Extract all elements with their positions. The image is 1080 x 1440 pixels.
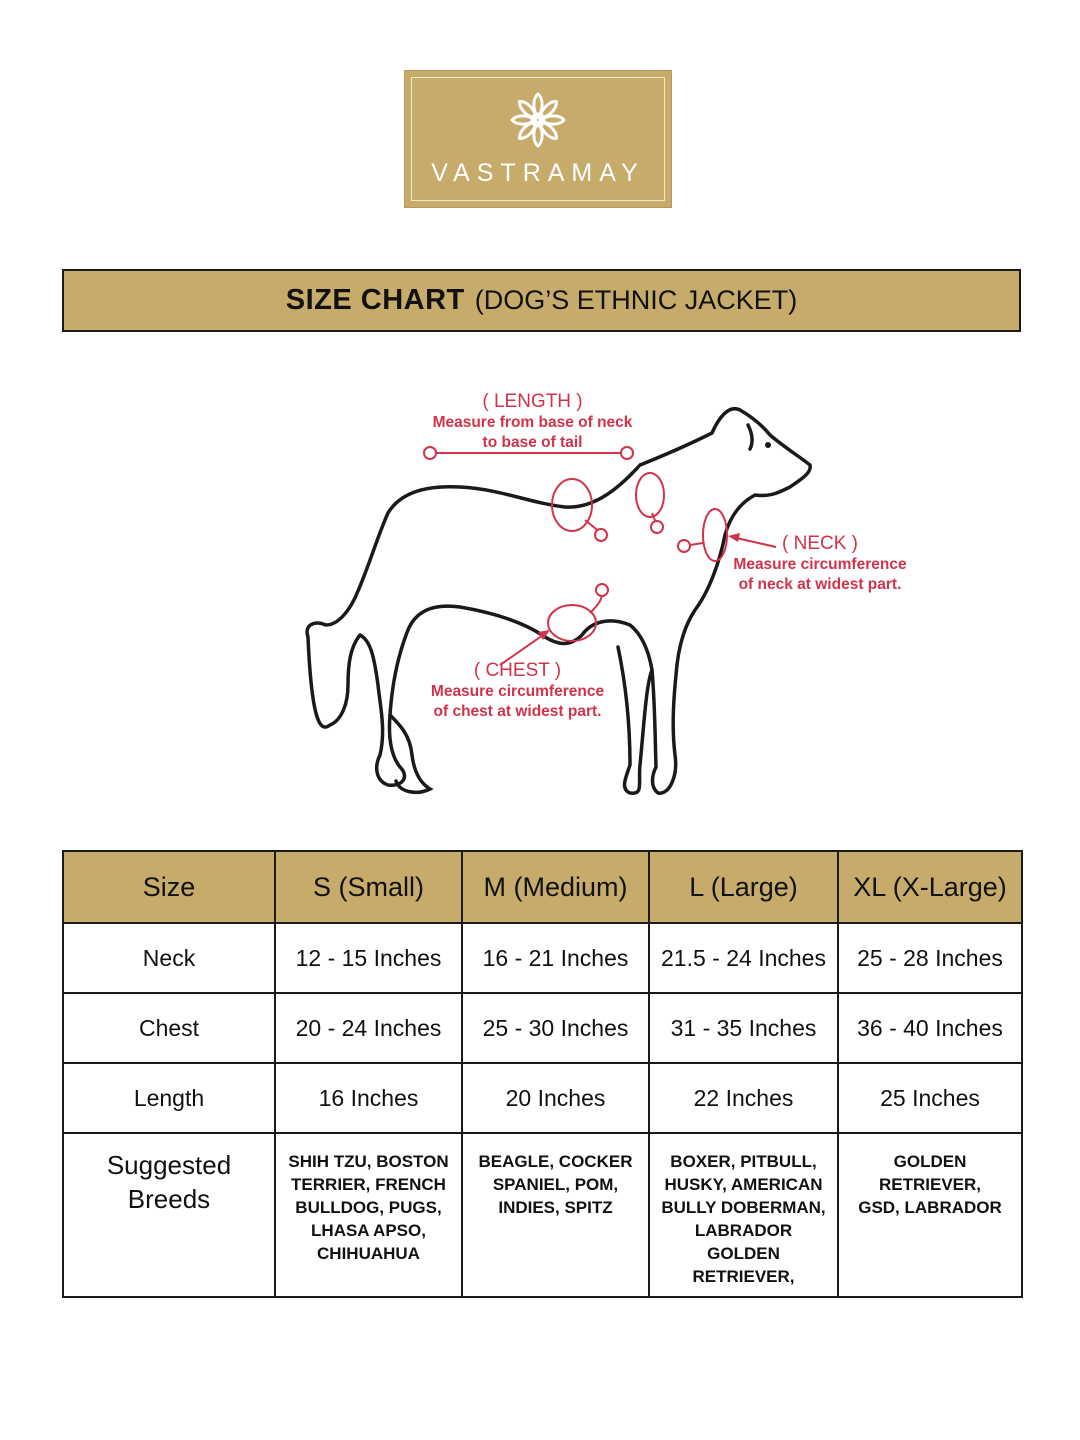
neck-line2: of neck at widest part.: [738, 576, 902, 593]
breed-line: LABRADOR: [694, 1221, 793, 1240]
breed-line: SHIH TZU, BOSTON: [288, 1152, 449, 1171]
table-cell: 31 - 35 Inches: [649, 993, 838, 1063]
breed-line: BULLY DOBERMAN,: [661, 1198, 826, 1217]
breed-cell-small: [275, 1133, 462, 1297]
length-line2: to base of tail: [482, 434, 583, 451]
length-heading: ( LENGTH ): [482, 391, 583, 412]
dog-measurement-diagram: [300, 385, 940, 805]
chest-heading: ( CHEST ): [473, 660, 562, 681]
row-label: [63, 1133, 275, 1297]
chest-annotation: [410, 660, 625, 722]
breed-line: TERRIER, FRENCH: [291, 1175, 446, 1194]
length-annotation: [410, 391, 655, 453]
table-row-length: [63, 1063, 1022, 1133]
length-line1: Measure from base of neck: [432, 414, 633, 431]
dog-silhouette: [307, 409, 810, 793]
breeds-label: [64, 1134, 274, 1216]
breed-line: RETRIEVER,: [692, 1267, 795, 1286]
table-cell: 16 Inches: [275, 1063, 462, 1133]
table-cell: 25 Inches: [838, 1063, 1022, 1133]
size-table: [62, 850, 1023, 1298]
breeds-label-line2: Breeds: [127, 1184, 211, 1214]
breed-line: INDIES, SPITZ: [498, 1198, 613, 1217]
mandala-icon: [505, 89, 571, 151]
breed-line: CHIHUAHUA: [317, 1244, 420, 1263]
breed-line: GOLDEN: [707, 1244, 780, 1263]
table-row-breeds: [63, 1133, 1022, 1297]
row-label: Length: [63, 1063, 275, 1133]
header-medium: M (Medium): [462, 851, 649, 923]
banner-title: SIZE CHART: [285, 284, 465, 316]
breed-list: [276, 1134, 461, 1265]
row-label: Neck: [63, 923, 275, 993]
breed-cell-medium: [462, 1133, 649, 1297]
size-chart-banner: [62, 269, 1021, 332]
table-cell: 21.5 - 24 Inches: [649, 923, 838, 993]
brand-logo: [404, 70, 672, 208]
breed-cell-large: [649, 1133, 838, 1297]
neck-annotation: [720, 533, 920, 595]
breed-line: LHASA APSO,: [311, 1221, 426, 1240]
table-cell: 36 - 40 Inches: [838, 993, 1022, 1063]
breed-line: BOXER, PITBULL,: [670, 1152, 817, 1171]
breed-line: SPANIEL, POM,: [492, 1175, 619, 1194]
breed-line: RETRIEVER,: [878, 1175, 982, 1194]
breed-list: [839, 1134, 1021, 1219]
breed-line: BEAGLE, COCKER: [478, 1152, 633, 1171]
table-row-chest: [63, 993, 1022, 1063]
breed-line: HUSKY, AMERICAN: [664, 1175, 823, 1194]
table-cell: 20 - 24 Inches: [275, 993, 462, 1063]
breed-line: GOLDEN: [893, 1152, 967, 1171]
header-xlarge: XL (X-Large): [838, 851, 1022, 923]
neck-line1: Measure circumference: [733, 556, 907, 573]
row-label: Chest: [63, 993, 275, 1063]
dog-eye: [765, 442, 771, 448]
breed-list: [650, 1134, 837, 1288]
table-cell: 12 - 15 Inches: [275, 923, 462, 993]
table-cell: 22 Inches: [649, 1063, 838, 1133]
banner-subtitle: (DOG’S ETHNIC JACKET): [474, 285, 798, 315]
neck-heading: ( NECK ): [782, 533, 858, 554]
table-cell: 20 Inches: [462, 1063, 649, 1133]
breed-cell-xlarge: [838, 1133, 1022, 1297]
breeds-label-line1: Suggested: [106, 1150, 232, 1180]
breed-line: BULLDOG, PUGS,: [295, 1198, 442, 1217]
table-row-neck: [63, 923, 1022, 993]
table-header-row: [63, 851, 1022, 923]
header-small: S (Small): [275, 851, 462, 923]
chest-line2: of chest at widest part.: [433, 703, 602, 720]
brand-name: VASTRAMAY: [431, 159, 645, 187]
table-cell: 25 - 28 Inches: [838, 923, 1022, 993]
chest-line1: Measure circumference: [430, 683, 605, 700]
breed-line: GSD, LABRADOR: [858, 1198, 1002, 1217]
header-large: L (Large): [649, 851, 838, 923]
breed-list: [463, 1134, 648, 1219]
table-cell: 16 - 21 Inches: [462, 923, 649, 993]
table-cell: 25 - 30 Inches: [462, 993, 649, 1063]
header-size: Size: [63, 851, 275, 923]
